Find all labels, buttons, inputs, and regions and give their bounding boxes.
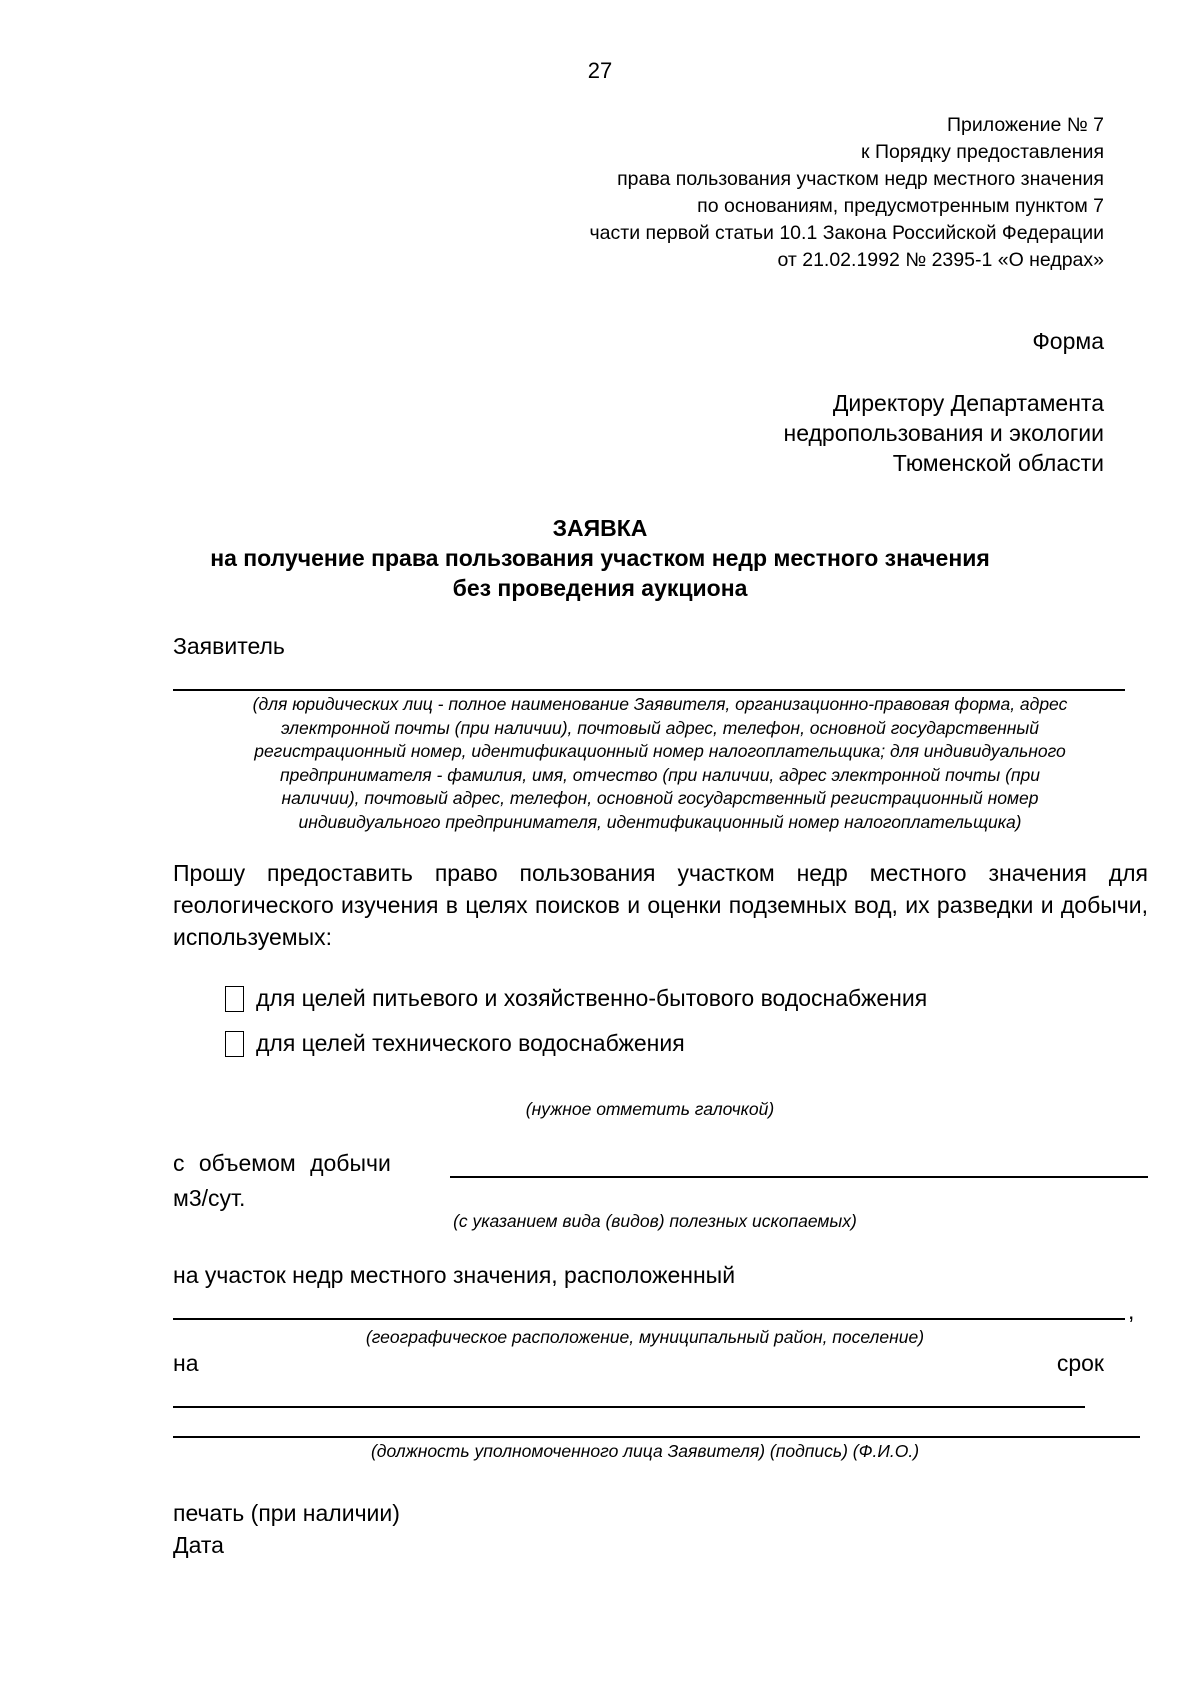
volume-unit: м3/сут. xyxy=(173,1185,246,1211)
volume-fill-line[interactable] xyxy=(450,1176,1148,1178)
hint-line: регистрационный номер, идентификационный номер налогоплательщика; для индивидуального xyxy=(254,741,1066,761)
appendix-reference xyxy=(590,112,1104,274)
title-line: без проведения аукциона xyxy=(452,575,748,601)
title-line: ЗАЯВКА xyxy=(552,515,648,541)
signature-hint: (должность уполномоченного лица Заявителя) (подпись) (Ф.И.О.) xyxy=(370,1441,920,1461)
document-title xyxy=(0,513,1200,603)
volume-label: с объемом добычи xyxy=(173,1150,391,1176)
form-label: Форма xyxy=(1032,328,1104,354)
hint-line: предпринимателя - фамилия, имя, отчество (при наличии, адрес электронной почты (при xyxy=(279,764,1041,785)
volume-hint: (с указанием вида (видов) полезных ископаемых) xyxy=(453,1211,857,1231)
term-suffix: срок xyxy=(1056,1350,1104,1376)
addressee xyxy=(784,388,1105,478)
location-hint: (географическое расположение, муниципальный район, поселение) xyxy=(365,1327,925,1347)
hint-line: электронной почты (при наличии), почтовый адрес, телефон, основной государственный xyxy=(280,717,1040,738)
stamp-label: печать (при наличии) xyxy=(173,1500,400,1526)
hint-line: (для юридических лиц - полное наименование Заявителя, организационно-правовая форма, адрес xyxy=(252,694,1068,714)
option-drinking-water xyxy=(225,985,927,1012)
term-prefix: на xyxy=(173,1350,199,1376)
appendix-line: Приложение № 7 xyxy=(947,114,1104,136)
appendix-line: от 21.02.1992 № 2395-1 «О недрах» xyxy=(777,249,1104,271)
checkbox[interactable] xyxy=(225,986,244,1012)
signature-fill-line[interactable] xyxy=(173,1436,1140,1438)
appendix-line: по основаниям, предусмотренным пунктом 7 xyxy=(697,195,1104,217)
page-number: 27 xyxy=(587,58,613,83)
location-label: на участок недр местного значения, расположенный xyxy=(173,1262,736,1288)
date-label: Дата xyxy=(173,1532,224,1558)
appendix-line: права пользования участком недр местного значения xyxy=(617,168,1104,190)
location-fill-line[interactable] xyxy=(173,1318,1125,1320)
hint-line: наличии), почтовый адрес, телефон, основной государственный регистрационный номер xyxy=(281,788,1039,808)
addressee-line: Тюменской области xyxy=(892,450,1104,476)
title-line: на получение права пользования участком недр местного значения xyxy=(210,545,990,571)
appendix-line: к Порядку предоставления xyxy=(861,141,1104,163)
options-hint: (нужное отметить галочкой) xyxy=(525,1099,775,1119)
appendix-line: части первой статьи 10.1 Закона Российской Федерации xyxy=(589,222,1104,244)
hint-line: индивидуального предпринимателя, идентификационный номер налогоплательщика) xyxy=(298,811,1022,832)
applicant-label: Заявитель xyxy=(173,633,285,659)
addressee-line: Директору Департамента xyxy=(832,390,1104,416)
location-comma: , xyxy=(1128,1298,1135,1324)
stamp-date-block xyxy=(173,1497,400,1561)
applicant-fill-line[interactable] xyxy=(173,689,1125,691)
option-label: для целей питьевого и хозяйственно-бытового водоснабжения xyxy=(256,985,928,1011)
option-technical-water xyxy=(225,1030,685,1057)
term-fill-line[interactable] xyxy=(173,1406,1085,1408)
checkbox[interactable] xyxy=(225,1031,244,1057)
applicant-hint xyxy=(180,693,1140,834)
addressee-line: недропользования и экологии xyxy=(783,420,1104,446)
request-text: Прошу предоставить право пользования участком недр местного значения для геологического изучения в целях поисков и оценки подземных вод, их разведки и добычи, используемых: xyxy=(173,860,1148,950)
option-label: для целей технического водоснабжения xyxy=(256,1030,685,1056)
